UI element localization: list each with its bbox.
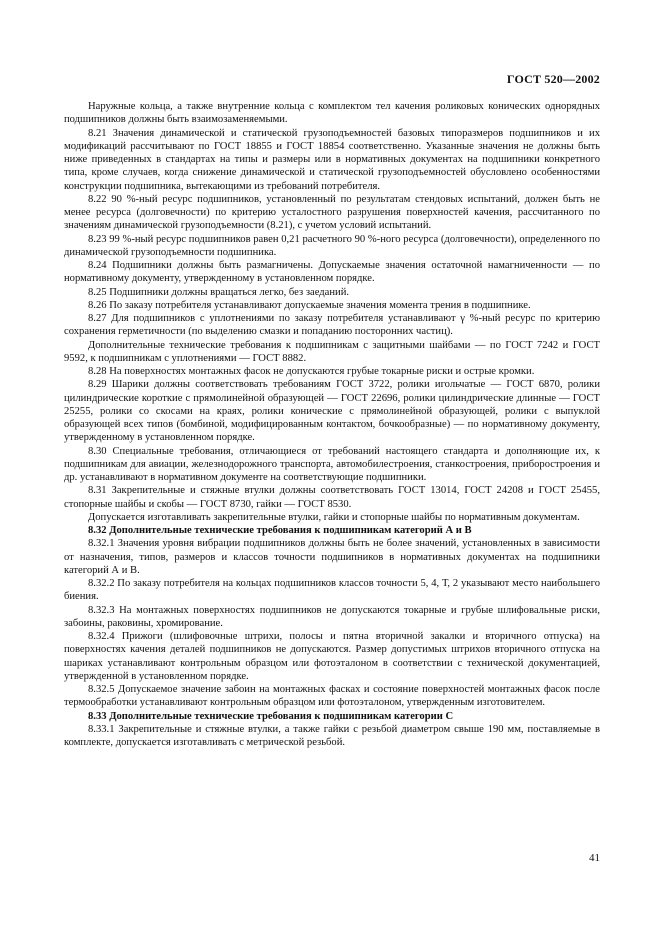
body-paragraph: 8.31 Закрепительные и стяжные втулки должны соответствовать ГОСТ 13014, ГОСТ 24208 и ГОСТ 25455, стопорные шайбы и скобы — ГОСТ 8730, гайки — ГОСТ 8530. <box>64 485 600 510</box>
body-paragraph: 8.32.5 Допускаемое значение забоин на монтажных фасках и состояние поверхностей монтажных фасок после термообработки устанавливают контрольным образцом или фотоэталоном, утвержденным изготовителем. <box>64 684 600 709</box>
body-paragraph: Допускается изготавливать закрепительные втулки, гайки и стопорные шайбы по нормативным документам. <box>88 511 580 523</box>
body-paragraph: 8.32.1 Значения уровня вибрации подшипников должны быть не более значений, установленных в зависимости от назначения, типов, размеров и классов точности подшипников в нормативных документах на подшипники категорий А и В. <box>64 538 600 576</box>
body-paragraph: Дополнительные технические требования к подшипникам с защитными шайбами — по ГОСТ 7242 и ГОСТ 9592, к подшипникам с уплотнениями — ГОСТ 8882. <box>64 339 600 364</box>
page-number: 41 <box>589 852 600 864</box>
body-paragraph: 8.29 Шарики должны соответствовать требованиям ГОСТ 3722, ролики игольчатые — ГОСТ 6870, ролики цилиндрические короткие с прямолинейной образующей — ГОСТ 22696, ролики цилиндрические длинные — ГОСТ 25255, ролики со скосами на краях, ролики конические с прямолинейной образующей, ролики с выпуклой образующей всех типов (бомбиной, модифицированным контактом, бочкообразные) — по нормативному документу, утвержденному в установленном порядке. <box>64 379 600 444</box>
document-body <box>64 100 600 749</box>
body-paragraph: 8.32.3 На монтажных поверхностях подшипников не допускаются токарные и грубые шлифовальные риски, забоины, раковины, хромирование. <box>64 604 600 629</box>
document-header: ГОСТ 520—2002 <box>506 72 600 86</box>
body-paragraph: 8.27 Для подшипников с уплотнениями по заказу потребителя устанавливают γ %-ный ресурс по критерию сохранения герметичности (по выделению смазки и попаданию посторонних частиц). <box>64 313 600 338</box>
body-paragraph: 8.32.2 По заказу потребителя на кольцах подшипников классов точности 5, 4, Т, 2 указывают место наибольшего биения. <box>64 578 600 603</box>
section-heading: 8.32 Дополнительные технические требования к подшипникам категорий А и В <box>88 525 472 536</box>
body-paragraph: Наружные кольца, а также внутренние кольца с комплектом тел качения роликовых конических однорядных подшипников должны быть взаимозаменяемыми. <box>64 101 600 126</box>
body-paragraph: 8.23 99 %-ный ресурс подшипников равен 0,21 расчетного 90 %-ного ресурса (долговечности), определенного по динамической грузоподъемности подшипника. <box>64 233 600 258</box>
body-paragraph: 8.26 По заказу потребителя устанавливают допускаемые значения момента трения в подшипнике. <box>88 299 531 311</box>
body-paragraph: 8.21 Значения динамической и статической грузоподъемностей базовых типоразмеров подшипников и их модификаций рассчитывают по ГОСТ 18855 и ГОСТ 18854 соответственно. Указанные значения не должны быть ниже приведенных в стандартах на типы и размеры или в нормативных документах на подшипники конкретного типа, кроме случаев, когда снижение динамической и статической грузоподъемностей обусловлено особенностями конструкции подшипника, вытекающими из требований потребителя. <box>64 127 600 192</box>
body-paragraph: 8.30 Специальные требования, отличающиеся от требований настоящего стандарта и дополняющие их, к подшипникам для авиации, железнодорожного транспорта, автомобилестроения, станкостроения, приборостроения и др. устанавливают в нормативном документе на соответствующие подшипники. <box>64 445 600 483</box>
body-paragraph: 8.28 На поверхностях монтажных фасок не допускаются грубые токарные риски и острые кромки. <box>88 366 535 377</box>
section-heading: 8.33 Дополнительные технические требования к подшипникам категории С <box>88 710 454 722</box>
body-paragraph: 8.32.4 Прижоги (шлифовочные штрихи, полосы и пятна вторичной закалки и вторичного отпуска) на поверхностях качения деталей подшипников не допускаются. Размер допустимых штрихов вторичного отпуска на шариках устанавливают контрольным образцом или фотоэталоном в соответствии с технической документацией, утвержденной в установленном порядке. <box>64 631 600 682</box>
body-paragraph: 8.25 Подшипники должны вращаться легко, без заеданий. <box>88 286 350 298</box>
body-paragraph: 8.24 Подшипники должны быть размагничены. Допускаемые значения остаточной намагниченности — по нормативному документу, утвержденному в установленном порядке. <box>64 260 600 285</box>
body-paragraph: 8.22 90 %-ный ресурс подшипников, установленный по результатам стендовых испытаний, должен быть не менее ресурса (долговечности) по критерию усталостного разрушения поверхностей качения, рассчитанного по значениям динамической грузоподъемности (8.21), с учетом условий испытаний. <box>64 193 600 232</box>
body-paragraph: 8.33.1 Закрепительные и стяжные втулки, а также гайки с резьбой диаметром свыше 190 мм, поставляемые в комплекте, допускается изготавливать с метрической резьбой. <box>64 723 600 748</box>
